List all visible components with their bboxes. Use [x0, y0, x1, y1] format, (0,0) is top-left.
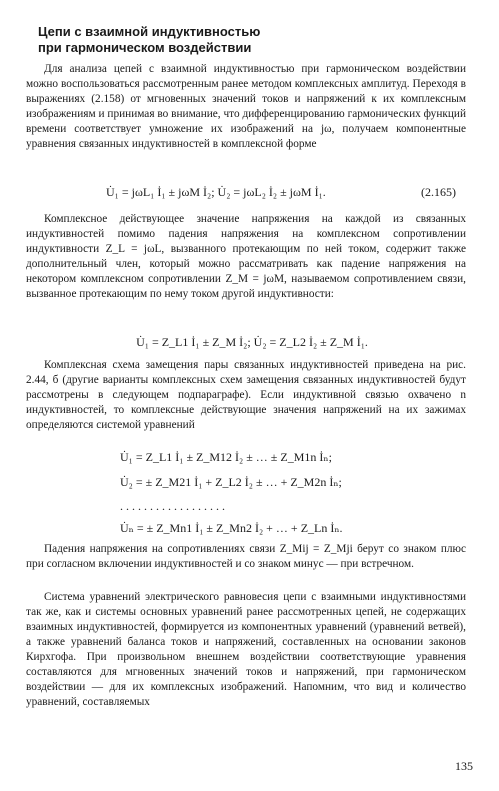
equation-2-165	[26, 184, 478, 200]
paragraph-sign-rule: Падения напряжения на сопротивлениях связи Z_Mij = Z_Mji берут со знаком плюс при согласном включении индуктивностей и со знаком минус — при встречном.	[26, 543, 466, 570]
system-eq-dots: . . . . . . . . . . . . . . . . . .	[120, 499, 225, 513]
equation-number: (2.165)	[421, 185, 456, 199]
system-eq-1: U̇₁ = Z_L1 İ₁ ± Z_M12 İ₂ ± … ± Z_M1n İₙ;	[120, 450, 332, 464]
paragraph-complex-voltage: Комплексное действующее значение напряжения на каждой из связанных индуктивностей помимо падения напряжения на комплексном сопротивлении индуктивности Z_L = jωL, вызванного протекающим по ней током, содержит также дополнительный член, который можно рассматривать как падение напряжения на некотором комплексном сопротивлении Z_M = jωM, называемом сопротивлением связи, вызванное протекающим по нему током другой индуктивности:	[26, 213, 466, 300]
equation-mutual-impedance: U̇₁ = Z_L1 İ₁ ± Z_M İ₂; U̇₂ = Z_L2 İ₂ ± Z_M İ₁.	[136, 335, 368, 349]
system-eq-n: U̇ₙ = ± Z_Mn1 İ₁ ± Z_Mn2 İ₂ + … + Z_Ln İₙ.	[120, 521, 343, 535]
page-number: 135	[455, 759, 473, 773]
system-eq-2: U̇₂ = ± Z_M21 İ₁ + Z_L2 İ₂ ± … + Z_M2n İₙ;	[120, 475, 342, 489]
paragraph-equilibrium-system: Система уравнений электрического равновесия цепи с взаимными индуктивностями так же, как и системы основных уравнений ранее рассмотренных цепей, не содержащих взаимных индуктивностей, формируется из компонентных уравнений (уравнений ветвей), а также уравнений баланса токов и напряжений, составленных на основании законов Кирхгофа. При произвольном внешнем воздействии соответствующие уравнения составляются для мгновенных значений токов и напряжений, при гармоническом воздействии — для их комплексных изображений. Напомним, что вид и количество уравнений, составляемых	[26, 591, 466, 708]
equation-2-165-body: U̇₁ = jωL₁ İ₁ ± jωM İ₂; U̇₂ = jωL₂ İ₂ ± jωM İ₁.	[106, 185, 326, 199]
paragraph-equivalent-scheme: Комплексная схема замещения пары связанных индуктивностей приведена на рис. 2.44, б (другие варианты комплексных схем замещения связанных индуктивностей будут рассмотрены в следующем подпараграфе). Если индуктивной связью охвачено n индуктивностей, то комплексные действующие значения напряжений на их зажимах определяются системой уравнений	[26, 359, 466, 431]
paragraph-intro: Для анализа цепей с взаимной индуктивностью при гармоническом воздействии можно воспользоваться рассмотренным ранее методом комплексных амплитуд. Переходя в выражениях (2.158) от мгновенных значений токов и напряжений к их комплексным изображениям и принимая во внимание, что дифференцированию гармонических функций времени соответствует умножение их изображений на jω, получаем компонентные уравнения связанных индуктивностей в комплексной форме	[26, 63, 466, 150]
section-heading	[38, 24, 458, 56]
heading-line-1: Цепи с взаимной индуктивностью	[38, 24, 261, 39]
heading-line-2: при гармоническом воздействии	[38, 40, 252, 55]
